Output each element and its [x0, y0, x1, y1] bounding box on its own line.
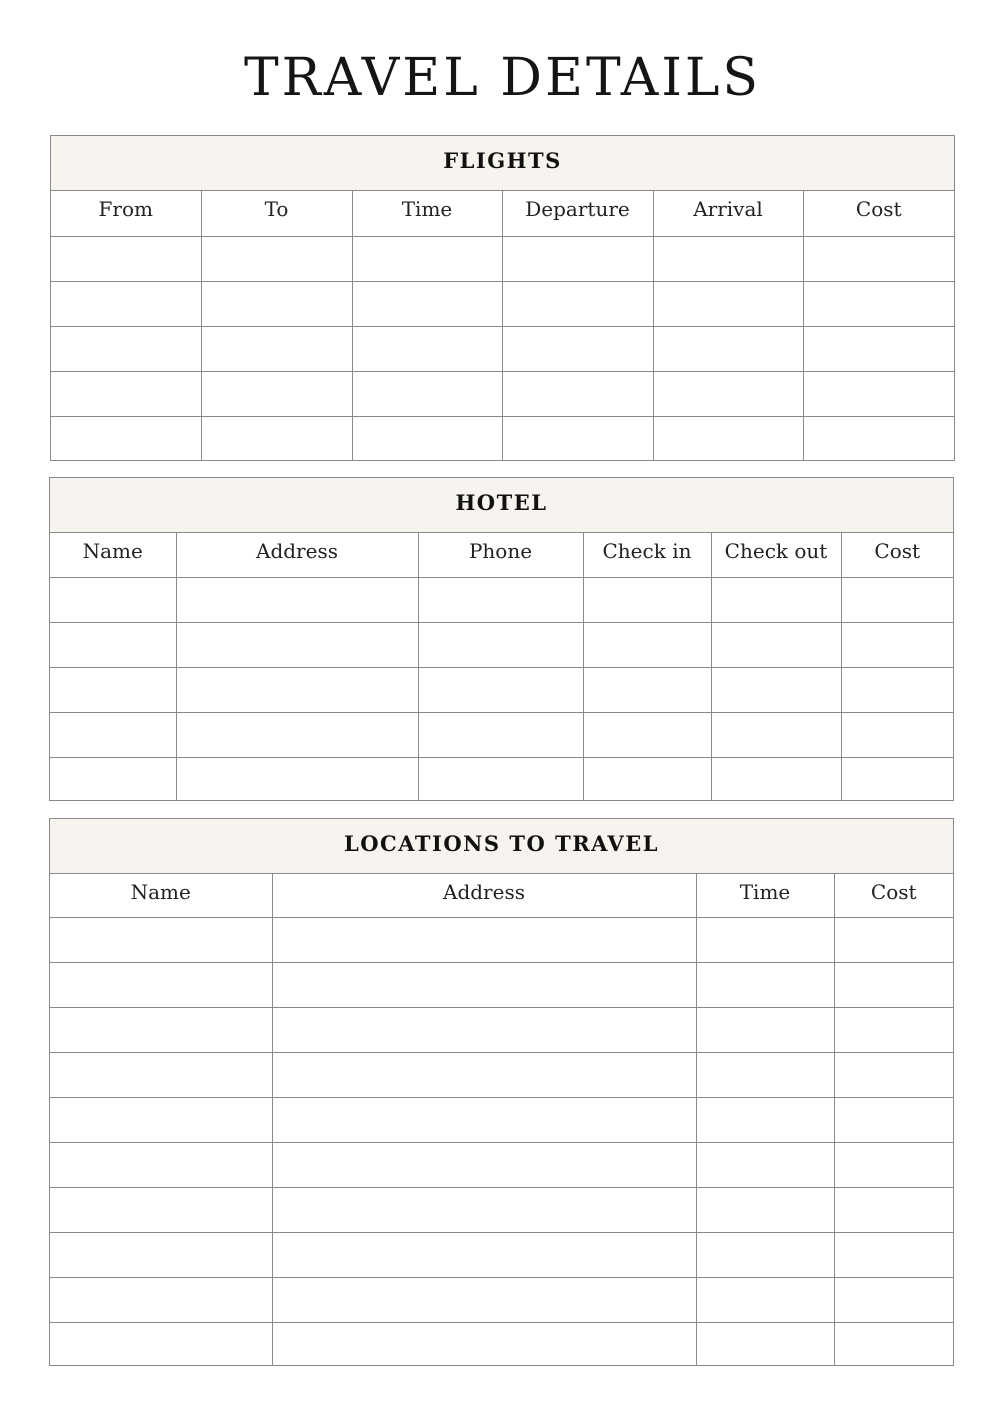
table-cell[interactable]	[50, 1277, 272, 1322]
table-row	[50, 712, 953, 757]
table-cell[interactable]	[352, 416, 502, 460]
table-cell[interactable]	[50, 1097, 272, 1142]
table-cell[interactable]	[201, 326, 352, 371]
table-cell[interactable]	[272, 1232, 696, 1277]
table-cell[interactable]	[50, 622, 176, 667]
hotel-section	[49, 477, 954, 801]
table-cell[interactable]	[50, 757, 176, 801]
table-cell[interactable]	[50, 1142, 272, 1187]
table-cell[interactable]	[201, 281, 352, 326]
table-cell[interactable]	[50, 1187, 272, 1232]
table-cell[interactable]	[176, 622, 418, 667]
table-cell[interactable]	[696, 1277, 834, 1322]
table-cell[interactable]	[841, 622, 953, 667]
table-row	[51, 326, 954, 371]
table-row	[50, 1007, 953, 1052]
table-cell[interactable]	[696, 1232, 834, 1277]
table-cell[interactable]	[272, 1007, 696, 1052]
table-row	[51, 236, 954, 281]
table-cell[interactable]	[841, 577, 953, 622]
table-cell[interactable]	[50, 962, 272, 1007]
locations-col-time: Time	[696, 874, 834, 917]
flights-table	[51, 191, 954, 460]
hotel-col-check-out: Check out	[711, 533, 841, 577]
table-cell[interactable]	[834, 1142, 953, 1187]
hotel-heading: HOTEL	[50, 478, 953, 533]
table-cell[interactable]	[176, 667, 418, 712]
hotel-table	[50, 533, 953, 801]
table-cell[interactable]	[51, 416, 201, 460]
table-cell[interactable]	[841, 667, 953, 712]
table-cell[interactable]	[50, 1007, 272, 1052]
table-cell[interactable]	[834, 1007, 953, 1052]
table-cell[interactable]	[201, 371, 352, 416]
hotel-col-name: Name	[50, 533, 176, 577]
flights-col-time: Time	[352, 191, 502, 236]
table-cell[interactable]	[502, 371, 653, 416]
table-cell[interactable]	[418, 577, 583, 622]
table-row	[50, 1187, 953, 1232]
table-cell[interactable]	[653, 281, 803, 326]
table-cell[interactable]	[696, 1007, 834, 1052]
table-cell[interactable]	[834, 1187, 953, 1232]
hotel-header-row	[50, 533, 953, 577]
hotel-col-cost: Cost	[841, 533, 953, 577]
locations-col-cost: Cost	[834, 874, 953, 917]
table-cell[interactable]	[201, 236, 352, 281]
table-cell[interactable]	[803, 326, 954, 371]
table-cell[interactable]	[272, 1097, 696, 1142]
table-cell[interactable]	[653, 416, 803, 460]
locations-section	[49, 818, 954, 1366]
table-row	[50, 1232, 953, 1277]
table-cell[interactable]	[50, 1052, 272, 1097]
table-cell[interactable]	[51, 326, 201, 371]
table-row	[50, 757, 953, 801]
table-cell[interactable]	[583, 622, 711, 667]
table-cell[interactable]	[803, 416, 954, 460]
table-cell[interactable]	[272, 1187, 696, 1232]
table-cell[interactable]	[352, 236, 502, 281]
flights-heading: FLIGHTS	[51, 136, 954, 191]
table-cell[interactable]	[272, 1142, 696, 1187]
locations-col-address: Address	[272, 874, 696, 917]
table-cell[interactable]	[711, 622, 841, 667]
table-row	[50, 667, 953, 712]
table-cell[interactable]	[711, 667, 841, 712]
table-cell[interactable]	[50, 667, 176, 712]
table-cell[interactable]	[841, 757, 953, 801]
table-row	[50, 917, 953, 962]
table-cell[interactable]	[272, 917, 696, 962]
table-cell[interactable]	[352, 326, 502, 371]
table-cell[interactable]	[583, 757, 711, 801]
table-cell[interactable]	[803, 371, 954, 416]
table-cell[interactable]	[653, 371, 803, 416]
table-cell[interactable]	[201, 416, 352, 460]
table-cell[interactable]	[583, 712, 711, 757]
table-cell[interactable]	[50, 1322, 272, 1366]
hotel-col-address: Address	[176, 533, 418, 577]
table-cell[interactable]	[696, 1052, 834, 1097]
page-title: TRAVEL DETAILS	[243, 48, 762, 108]
table-row	[50, 1097, 953, 1142]
table-cell[interactable]	[696, 917, 834, 962]
flights-col-cost: Cost	[803, 191, 954, 236]
table-cell[interactable]	[176, 577, 418, 622]
table-cell[interactable]	[834, 917, 953, 962]
table-cell[interactable]	[696, 1187, 834, 1232]
table-cell[interactable]	[502, 416, 653, 460]
table-cell[interactable]	[51, 236, 201, 281]
table-row	[50, 577, 953, 622]
table-cell[interactable]	[834, 962, 953, 1007]
flights-col-departure: Departure	[502, 191, 653, 236]
flights-col-to: To	[201, 191, 352, 236]
locations-header-row	[50, 874, 953, 917]
table-row	[50, 962, 953, 1007]
table-cell[interactable]	[272, 1277, 696, 1322]
table-cell[interactable]	[418, 757, 583, 801]
table-cell[interactable]	[51, 281, 201, 326]
table-cell[interactable]	[711, 712, 841, 757]
table-row	[50, 1142, 953, 1187]
table-cell[interactable]	[418, 622, 583, 667]
hotel-col-check-in: Check in	[583, 533, 711, 577]
flights-header-row	[51, 191, 954, 236]
table-cell[interactable]	[696, 1322, 834, 1366]
table-cell[interactable]	[583, 577, 711, 622]
table-row	[50, 1322, 953, 1366]
table-cell[interactable]	[176, 757, 418, 801]
table-cell[interactable]	[50, 712, 176, 757]
table-row	[50, 1052, 953, 1097]
table-cell[interactable]	[696, 1142, 834, 1187]
table-cell[interactable]	[803, 236, 954, 281]
table-cell[interactable]	[272, 962, 696, 1007]
table-row	[51, 281, 954, 326]
table-row	[51, 416, 954, 460]
table-cell[interactable]	[583, 667, 711, 712]
table-cell[interactable]	[502, 281, 653, 326]
locations-table	[50, 874, 953, 1366]
table-cell[interactable]	[696, 1097, 834, 1142]
table-cell[interactable]	[51, 371, 201, 416]
locations-col-name: Name	[50, 874, 272, 917]
table-cell[interactable]	[711, 757, 841, 801]
flights-col-from: From	[51, 191, 201, 236]
hotel-col-phone: Phone	[418, 533, 583, 577]
table-cell[interactable]	[834, 1322, 953, 1366]
table-cell[interactable]	[50, 577, 176, 622]
table-cell[interactable]	[803, 281, 954, 326]
table-cell[interactable]	[834, 1052, 953, 1097]
table-cell[interactable]	[834, 1097, 953, 1142]
table-row	[50, 1277, 953, 1322]
table-cell[interactable]	[696, 962, 834, 1007]
table-row	[50, 622, 953, 667]
flights-section	[50, 135, 955, 461]
table-cell[interactable]	[653, 236, 803, 281]
table-cell[interactable]	[50, 1232, 272, 1277]
flights-col-arrival: Arrival	[653, 191, 803, 236]
table-cell[interactable]	[352, 281, 502, 326]
table-cell[interactable]	[418, 712, 583, 757]
table-cell[interactable]	[502, 236, 653, 281]
table-cell[interactable]	[711, 577, 841, 622]
table-cell[interactable]	[272, 1052, 696, 1097]
table-cell[interactable]	[841, 712, 953, 757]
table-cell[interactable]	[653, 326, 803, 371]
table-cell[interactable]	[834, 1277, 953, 1322]
table-cell[interactable]	[352, 371, 502, 416]
table-cell[interactable]	[176, 712, 418, 757]
table-cell[interactable]	[272, 1322, 696, 1366]
table-row	[51, 371, 954, 416]
locations-heading: LOCATIONS TO TRAVEL	[50, 819, 953, 874]
table-cell[interactable]	[834, 1232, 953, 1277]
table-cell[interactable]	[502, 326, 653, 371]
table-cell[interactable]	[50, 917, 272, 962]
table-cell[interactable]	[418, 667, 583, 712]
